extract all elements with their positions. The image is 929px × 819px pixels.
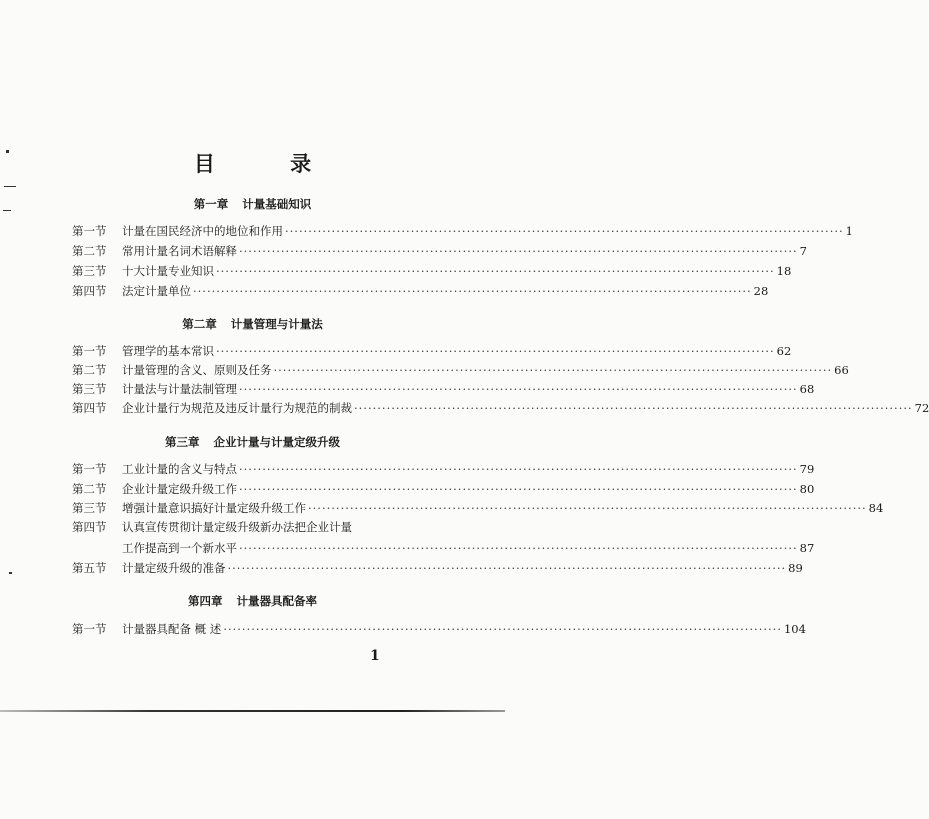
toc-entry bbox=[72, 222, 853, 240]
scan-speck bbox=[3, 210, 11, 211]
scan-speck bbox=[6, 150, 9, 153]
chapter-number: 第三章 bbox=[165, 435, 200, 449]
section-number: 第一节 bbox=[72, 224, 107, 238]
toc-entry bbox=[72, 342, 792, 360]
page-ref: 1 bbox=[845, 224, 853, 238]
toc-entry bbox=[72, 559, 803, 577]
section-number: 第二节 bbox=[72, 363, 107, 377]
page-number: 1 bbox=[370, 648, 380, 664]
page-ref: 62 bbox=[776, 344, 792, 358]
toc-entry bbox=[72, 380, 815, 398]
page-ref: 72 bbox=[914, 401, 929, 415]
chapter-name: 计量基础知识 bbox=[242, 197, 312, 211]
section-number: 第三节 bbox=[72, 501, 107, 515]
toc-entry bbox=[72, 518, 440, 536]
toc-entry bbox=[72, 361, 849, 379]
entry-title: 十大计量专业知识 bbox=[122, 264, 214, 278]
entry-title: 认真宣传贯彻计量定级升级新办法把企业计量 bbox=[122, 520, 352, 534]
chapter-name: 计量管理与计量法 bbox=[230, 317, 323, 331]
leader-dots: ························································································································ bbox=[239, 462, 798, 476]
page-ref: 28 bbox=[753, 284, 769, 298]
toc-entry bbox=[72, 460, 815, 478]
page-ref: 80 bbox=[799, 482, 815, 496]
chapter-heading bbox=[0, 196, 505, 212]
entry-title: 计量管理的含义、原则及任务 bbox=[122, 363, 272, 377]
leader-dots: ························································································································ bbox=[227, 561, 787, 575]
toc-entry-continuation bbox=[72, 539, 815, 557]
page-ref: 87 bbox=[799, 541, 815, 555]
entry-title: 计量在国民经济中的地位和作用 bbox=[122, 224, 283, 238]
chapter-name: 企业计量与计量定级升级 bbox=[213, 435, 340, 449]
chapter-heading bbox=[0, 434, 505, 450]
leader-dots: ························································································································ bbox=[223, 622, 782, 636]
section-number: 第二节 bbox=[72, 482, 107, 496]
section-number: 第一节 bbox=[72, 462, 107, 476]
page-ref: 79 bbox=[799, 462, 815, 476]
scan-speck bbox=[4, 186, 16, 187]
entry-title: 管理学的基本常识 bbox=[122, 344, 214, 358]
leader-dots: ························································································································ bbox=[216, 264, 775, 278]
page-ref: 84 bbox=[868, 501, 884, 515]
section-number: 第一节 bbox=[72, 622, 107, 636]
page-ref: 104 bbox=[783, 622, 806, 636]
leader-dots: ························································································································ bbox=[354, 401, 913, 415]
leader-dots: ························································································································ bbox=[239, 482, 798, 496]
scan-edge-rule bbox=[0, 710, 505, 712]
entry-title: 企业计量定级升级工作 bbox=[122, 482, 237, 496]
chapter-number: 第四章 bbox=[188, 594, 223, 608]
leader-dots: ························································································································ bbox=[308, 501, 867, 515]
entry-title: 计量法与计量法制管理 bbox=[122, 382, 237, 396]
page-title: 目 录 bbox=[193, 151, 346, 176]
section-number: 第一节 bbox=[72, 344, 107, 358]
entry-title: 计量器具配备 概 述 bbox=[122, 622, 222, 636]
entry-title: 增强计量意识搞好计量定级升级工作 bbox=[122, 501, 306, 515]
entry-title: 企业计量行为规范及违反计量行为规范的制裁 bbox=[122, 401, 352, 415]
leader-dots: ························································································································ bbox=[285, 224, 844, 238]
section-number: 第三节 bbox=[72, 264, 107, 278]
section-number: 第四节 bbox=[72, 401, 107, 415]
leader-dots: ························································································································ bbox=[273, 363, 833, 377]
toc-entry bbox=[72, 499, 884, 517]
page-ref: 66 bbox=[834, 363, 849, 377]
scan-speck bbox=[9, 572, 12, 574]
page-ref: 7 bbox=[799, 244, 807, 258]
entry-title: 法定计量单位 bbox=[122, 284, 191, 298]
page-ref: 89 bbox=[788, 561, 803, 575]
section-number: 第五节 bbox=[72, 561, 107, 575]
section-number: 第三节 bbox=[72, 382, 107, 396]
chapter-name: 计量器具配备率 bbox=[236, 594, 317, 608]
toc-entry bbox=[72, 399, 929, 417]
page-ref: 68 bbox=[799, 382, 815, 396]
toc-entry bbox=[72, 242, 807, 260]
leader-dots: ························································································································ bbox=[239, 541, 798, 555]
section-number: 第二节 bbox=[72, 244, 107, 258]
entry-title: 常用计量名词术语解释 bbox=[122, 244, 237, 258]
leader-dots: ························································································································ bbox=[239, 244, 798, 258]
toc-entry bbox=[72, 480, 815, 498]
entry-title: 计量定级升级的准备 bbox=[122, 561, 226, 575]
entry-title: 工业计量的含义与特点 bbox=[122, 462, 237, 476]
leader-dots: ························································································································ bbox=[239, 382, 798, 396]
section-number: 第四节 bbox=[72, 284, 107, 298]
toc-entry bbox=[72, 282, 769, 300]
chapter-number: 第二章 bbox=[182, 317, 217, 331]
toc-entry bbox=[72, 262, 792, 280]
leader-dots: ························································································································ bbox=[216, 344, 775, 358]
toc-entry bbox=[72, 620, 806, 638]
section-number: 第四节 bbox=[72, 520, 107, 534]
leader-dots: ························································································································ bbox=[193, 284, 752, 298]
page-ref: 18 bbox=[776, 264, 792, 278]
entry-title: 工作提高到一个新水平 bbox=[122, 541, 237, 555]
chapter-number: 第一章 bbox=[193, 197, 229, 211]
chapter-heading bbox=[0, 316, 505, 332]
chapter-heading bbox=[0, 593, 505, 609]
